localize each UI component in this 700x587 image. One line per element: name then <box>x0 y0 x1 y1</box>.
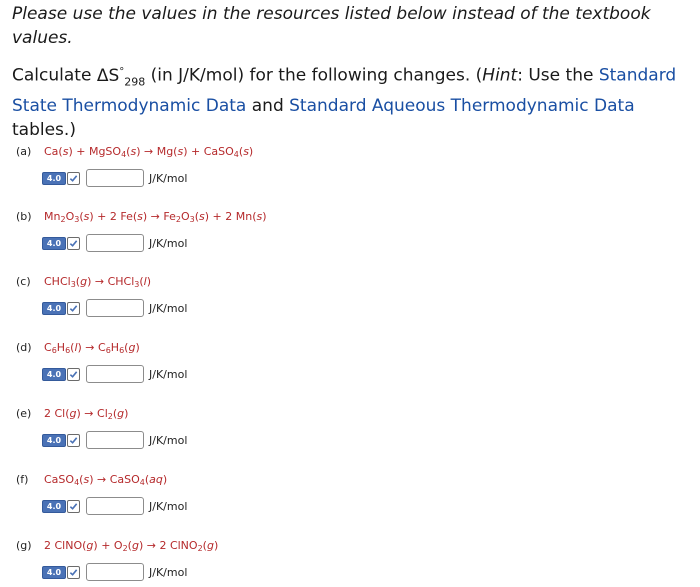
standard-aqueous-data-link[interactable]: Standard Aqueous Thermodynamic Data <box>289 96 635 117</box>
check-icon <box>67 566 80 579</box>
part-e-heading <box>16 407 128 421</box>
part-a-heading <box>16 145 253 159</box>
answer-input[interactable] <box>86 234 144 252</box>
check-icon <box>67 237 80 250</box>
part-g-heading <box>16 539 218 553</box>
answer-row <box>42 430 187 450</box>
check-icon <box>67 302 80 315</box>
unit-label: J/K/mol <box>149 236 188 250</box>
answer-input[interactable] <box>86 299 144 317</box>
unit-label: J/K/mol <box>149 433 188 447</box>
reaction-equation: 2 $Cl(g) \to Cl_2(g)$ <box>44 407 129 421</box>
part-label: (a) <box>16 145 32 158</box>
answer-row <box>42 298 187 318</box>
question-mid: (in J/K/mol) for the following changes. ( <box>145 65 483 86</box>
part-b-heading <box>16 210 267 224</box>
question-prompt <box>12 60 698 142</box>
part-label: (c) <box>16 275 31 288</box>
standard-state-data-link[interactable]: Standard State Thermodynamic Data <box>12 65 677 117</box>
answer-input[interactable] <box>86 563 144 581</box>
and-text: and <box>246 96 290 117</box>
question-end: tables.) <box>12 120 76 141</box>
part-d-heading <box>16 341 140 355</box>
points-badge: 4.0 <box>42 237 66 250</box>
question-pre: Calculate <box>12 65 97 86</box>
reaction-equation: $Mn_2O_3(s) + 2$ $Fe(s) \to Fe_2O_3(s) + 2$ Mn(s) <box>44 210 267 224</box>
part-label: (f) <box>16 473 29 486</box>
points-badge: 4.0 <box>42 566 66 579</box>
reaction-equation: 2 ClNO(g) + $O_2(g) \to 2$ ClNO$_2$(g) <box>44 539 219 553</box>
check-icon <box>67 434 80 447</box>
points-badge: 4.0 <box>42 368 66 381</box>
reaction-equation: Ca(s) + MgSO$_4$(s) → Mg(s) + CaSO$_4$(s) <box>44 145 254 159</box>
unit-label: J/K/mol <box>149 499 188 513</box>
reaction-equation: CHCl$_3$(g) → CHCl$_3$(l) <box>44 275 152 289</box>
hint-rest: : Use the <box>517 65 599 86</box>
part-label: (d) <box>16 341 32 354</box>
answer-input[interactable] <box>86 497 144 515</box>
answer-row <box>42 168 187 188</box>
points-badge: 4.0 <box>42 500 66 513</box>
unit-label: J/K/mol <box>149 301 188 315</box>
part-label: (b) <box>16 210 32 223</box>
answer-input[interactable] <box>86 169 144 187</box>
instructions-note: Please use the values in the resources listed below instead of the textbook values. <box>12 4 651 48</box>
check-icon <box>67 172 80 185</box>
check-icon <box>67 368 80 381</box>
unit-label: J/K/mol <box>149 171 188 185</box>
answer-row <box>42 562 187 582</box>
part-label: (g) <box>16 539 32 552</box>
answer-input[interactable] <box>86 431 144 449</box>
entropy-symbol: $\Delta S^\circ_{298}$ <box>96 65 146 89</box>
part-c-heading <box>16 275 151 289</box>
points-badge: 4.0 <box>42 434 66 447</box>
answer-input[interactable] <box>86 365 144 383</box>
points-badge: 4.0 <box>42 172 66 185</box>
reaction-equation: CaSO$_4$(s) → CaSO$_4$(aq) <box>44 473 168 487</box>
answer-row <box>42 496 187 516</box>
check-icon <box>67 500 80 513</box>
unit-label: J/K/mol <box>149 565 188 579</box>
points-badge: 4.0 <box>42 302 66 315</box>
unit-label: J/K/mol <box>149 367 188 381</box>
answer-row <box>42 233 187 253</box>
part-f-heading <box>16 473 167 487</box>
hint-word: Hint <box>482 65 518 86</box>
answer-row <box>42 364 187 384</box>
part-label: (e) <box>16 407 32 420</box>
reaction-equation: $C_6H_6(l) \to C_6H_6(g)$ <box>44 341 140 355</box>
